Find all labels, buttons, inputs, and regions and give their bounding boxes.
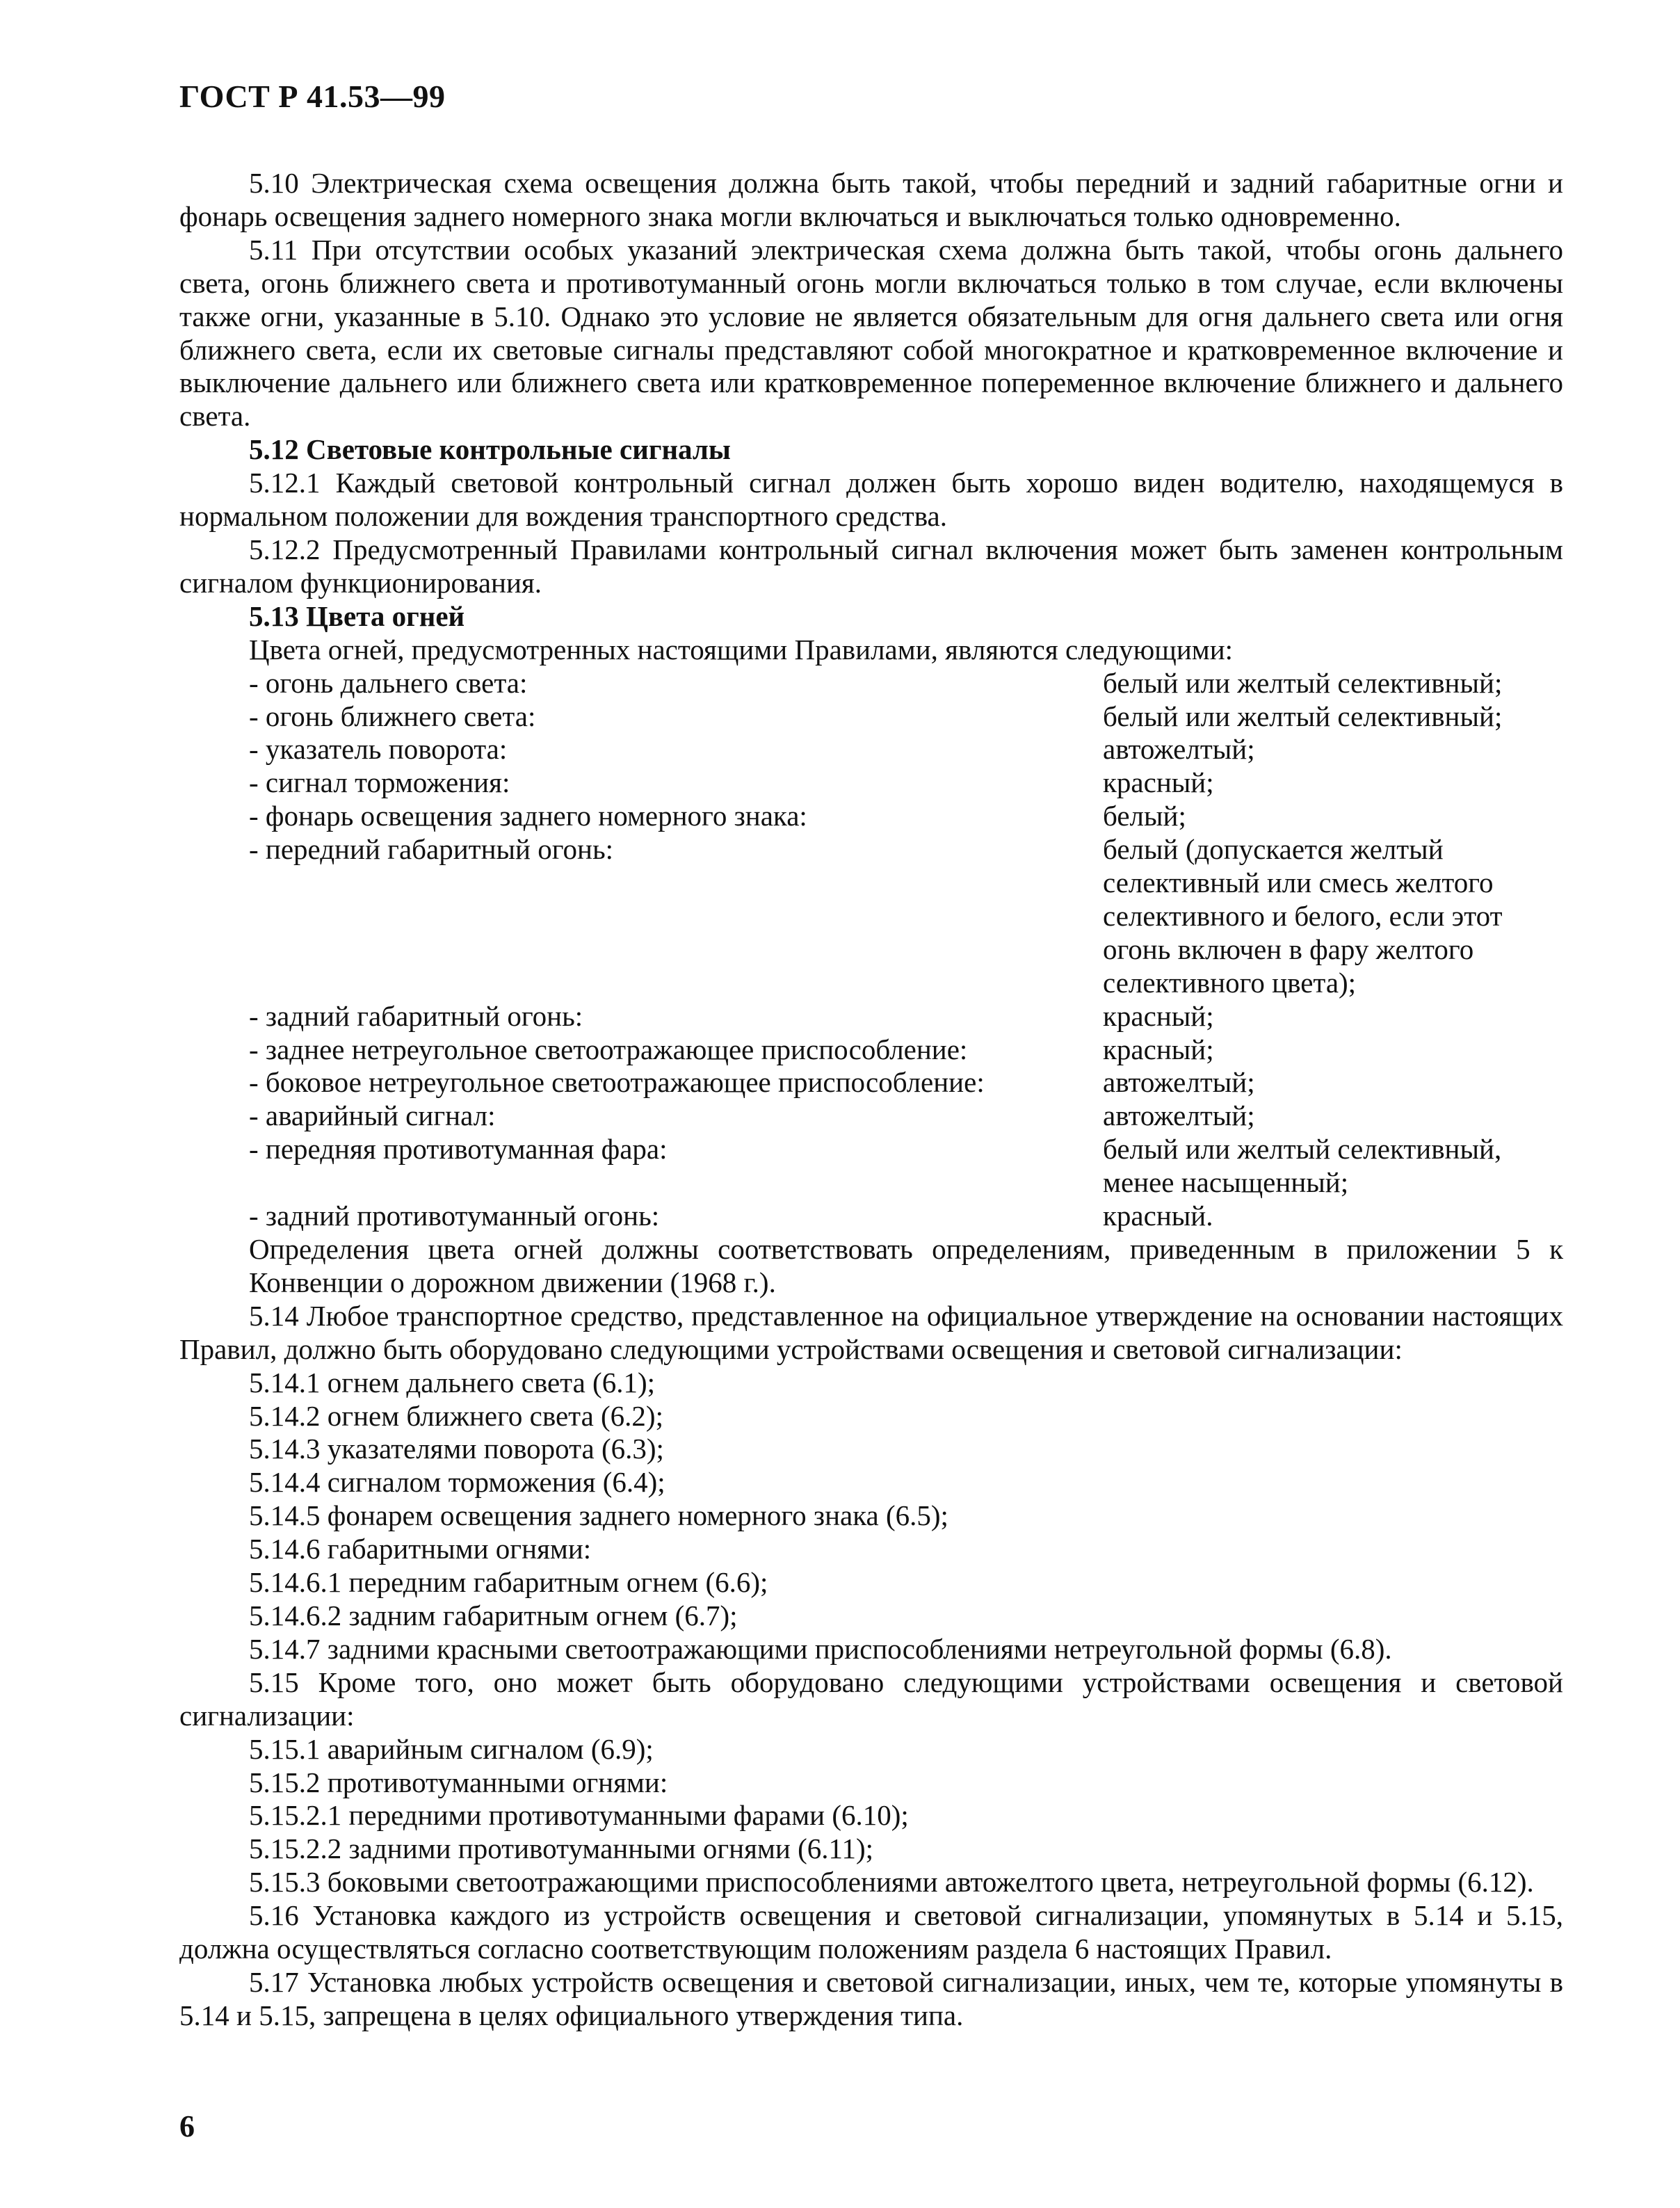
list-5-15: [179, 1733, 1563, 1867]
list-item: 5.14.5 фонарем освещения заднего номерного знака (6.5);: [249, 1499, 948, 1532]
light-name: - боковое нетреугольное светоотражающее приспособление:: [249, 1066, 985, 1099]
light-name: - аварийный сигнал:: [249, 1099, 496, 1132]
light-color: автожелтый;: [1103, 733, 1255, 766]
list-item: 5.14.4 сигналом торможения (6.4);: [249, 1466, 665, 1499]
list-item: 5.14.6.1 передним габаритным огнем (6.6);: [249, 1566, 768, 1599]
color-row: [179, 800, 1563, 833]
color-row: [179, 667, 1563, 700]
paragraph-5-17: 5.17 Установка любых устройств освещения и световой сигнализации, иных, чем те, которые упомянуты в 5.14 и 5.15, запрещена в целях официального утверждения типа.: [179, 1965, 1563, 2031]
color-row: [179, 1000, 1563, 1033]
list-item: 5.14.2 огнем ближнего света (6.2);: [249, 1399, 663, 1432]
page-number: 6: [179, 2109, 195, 2143]
paragraph-5-11: 5.11 При отсутствии особых указаний электрическая схема должна быть такой, чтобы огонь дальнего света, огонь ближнего света и противотуманный огонь могли включаться только в том случае, если включены также огни, указанные в 5.10. Однако это условие не является обязательным для огня дальнего света или огня ближнего света, если их световые сигналы представляют собой многократное и кратковременное включение и выключение дальнего или ближнего света или кратковременное попеременное включение ближнего и дальнего света.: [179, 233, 1563, 433]
paragraph-5-12-2: 5.12.2 Предусмотренный Правилами контрольный сигнал включения может быть заменен контрольным сигналом функционирования.: [179, 533, 1563, 599]
light-color: красный;: [1103, 1033, 1214, 1065]
light-color: белый или желтый селективный;: [1103, 666, 1503, 699]
light-name: - задний противотуманный огонь:: [249, 1200, 660, 1232]
list-item: 5.15.1 аварийным сигналом (6.9);: [249, 1732, 654, 1765]
list-item: 5.14.6.2 задним габаритным огнем (6.7);: [249, 1599, 738, 1631]
light-color: автожелтый;: [1103, 1066, 1255, 1099]
list-5-14: [179, 1367, 1563, 1666]
light-name: - фонарь освещения заднего номерного знака:: [249, 800, 807, 832]
paragraph-5-14: 5.14 Любое транспортное средство, представленное на официальное утверждение на основании настоящих Правил, должно быть оборудовано следующими устройствами освещения и световой сигнализации:: [179, 1299, 1563, 1365]
light-name: - передняя противотуманная фара:: [249, 1133, 668, 1166]
paragraph-5-15: 5.15 Кроме того, оно может быть оборудовано следующими устройствами освещения и световой сигнализации:: [179, 1666, 1563, 1732]
document-body: [179, 167, 1563, 2033]
color-row: [179, 1133, 1563, 1200]
list-item: 5.14.1 огнем дальнего света (6.1);: [249, 1366, 655, 1399]
document-header: ГОСТ Р 41.53—99: [179, 79, 446, 114]
list-item: 5.14.7 задними красными светоотражающими приспособлениями нетреугольной формы (6.8).: [249, 1632, 1392, 1665]
paragraph-5-10: 5.10 Электрическая схема освещения должна быть такой, чтобы передний и задний габаритные огни и фонарь освещения заднего номерного знака могли включаться и выключаться только одновременно.: [179, 167, 1563, 232]
list-item: 5.15.2.1 передними противотуманными фарами (6.10);: [249, 1799, 909, 1832]
color-row: [179, 1066, 1563, 1099]
light-name: - заднее нетреугольное светоотражающее приспособление:: [249, 1033, 968, 1065]
light-color: красный.: [1103, 1200, 1213, 1232]
light-name: - сигнал торможения:: [249, 766, 510, 799]
list-item: 5.14.3 указателями поворота (6.3);: [249, 1433, 664, 1465]
list-item: 5.14.6 габаритными огнями:: [249, 1533, 592, 1565]
light-color: красный;: [1103, 999, 1214, 1032]
color-row: [179, 700, 1563, 734]
light-color: белый или желтый селективный;: [1103, 700, 1503, 732]
color-row: [179, 1033, 1563, 1067]
color-row: [179, 833, 1563, 1000]
color-row: [179, 733, 1563, 766]
definition-5-13: Определения цвета огней должны соответствовать определениям, приведенным в приложении 5 к Конвенции о дорожном движении (1968 г.).: [249, 1233, 1563, 1298]
light-name: - передний габаритный огонь:: [249, 833, 614, 866]
light-name: - огонь ближнего света:: [249, 700, 536, 732]
color-row: [179, 766, 1563, 800]
intro-5-13: Цвета огней, предусмотренных настоящими Правилами, являются следующими:: [249, 633, 1234, 666]
heading-5-12: 5.12 Световые контрольные сигналы: [249, 433, 731, 466]
light-colors-list: [179, 667, 1563, 1233]
light-name: - задний габаритный огонь:: [249, 999, 583, 1032]
light-color: автожелтый;: [1103, 1099, 1255, 1132]
list-item: 5.15.2 противотуманными огнями:: [249, 1766, 668, 1798]
light-color: белый (допускается желтый селективный или смесь желтого селективного и белого, если этот огонь включен в фару желтого селективного цвета);: [1103, 833, 1503, 999]
light-name: - указатель поворота:: [249, 733, 508, 766]
paragraph-5-16: 5.16 Установка каждого из устройств освещения и световой сигнализации, упомянутых в 5.14 и 5.15, должна осуществляться согласно соответствующим положениям раздела 6 настоящих Правил.: [179, 1899, 1563, 1965]
light-color: белый;: [1103, 800, 1186, 832]
light-color: белый или желтый селективный, менее насыщенный;: [1103, 1133, 1502, 1199]
light-name: - огонь дальнего света:: [249, 666, 528, 699]
paragraph-5-15-3: 5.15.3 боковыми светоотражающими приспособлениями автожелтого цвета, нетреугольной формы (6.12).: [249, 1866, 1534, 1899]
list-item: 5.15.2.2 задними противотуманными огнями (6.11);: [249, 1832, 874, 1865]
color-row: [179, 1099, 1563, 1133]
light-color: красный;: [1103, 766, 1214, 799]
heading-5-13: 5.13 Цвета огней: [249, 599, 465, 632]
color-row: [179, 1200, 1563, 1233]
paragraph-5-12-1: 5.12.1 Каждый световой контрольный сигнал должен быть хорошо виден водителю, находящемуся в нормальном положении для вождения транспортного средства.: [179, 467, 1563, 533]
